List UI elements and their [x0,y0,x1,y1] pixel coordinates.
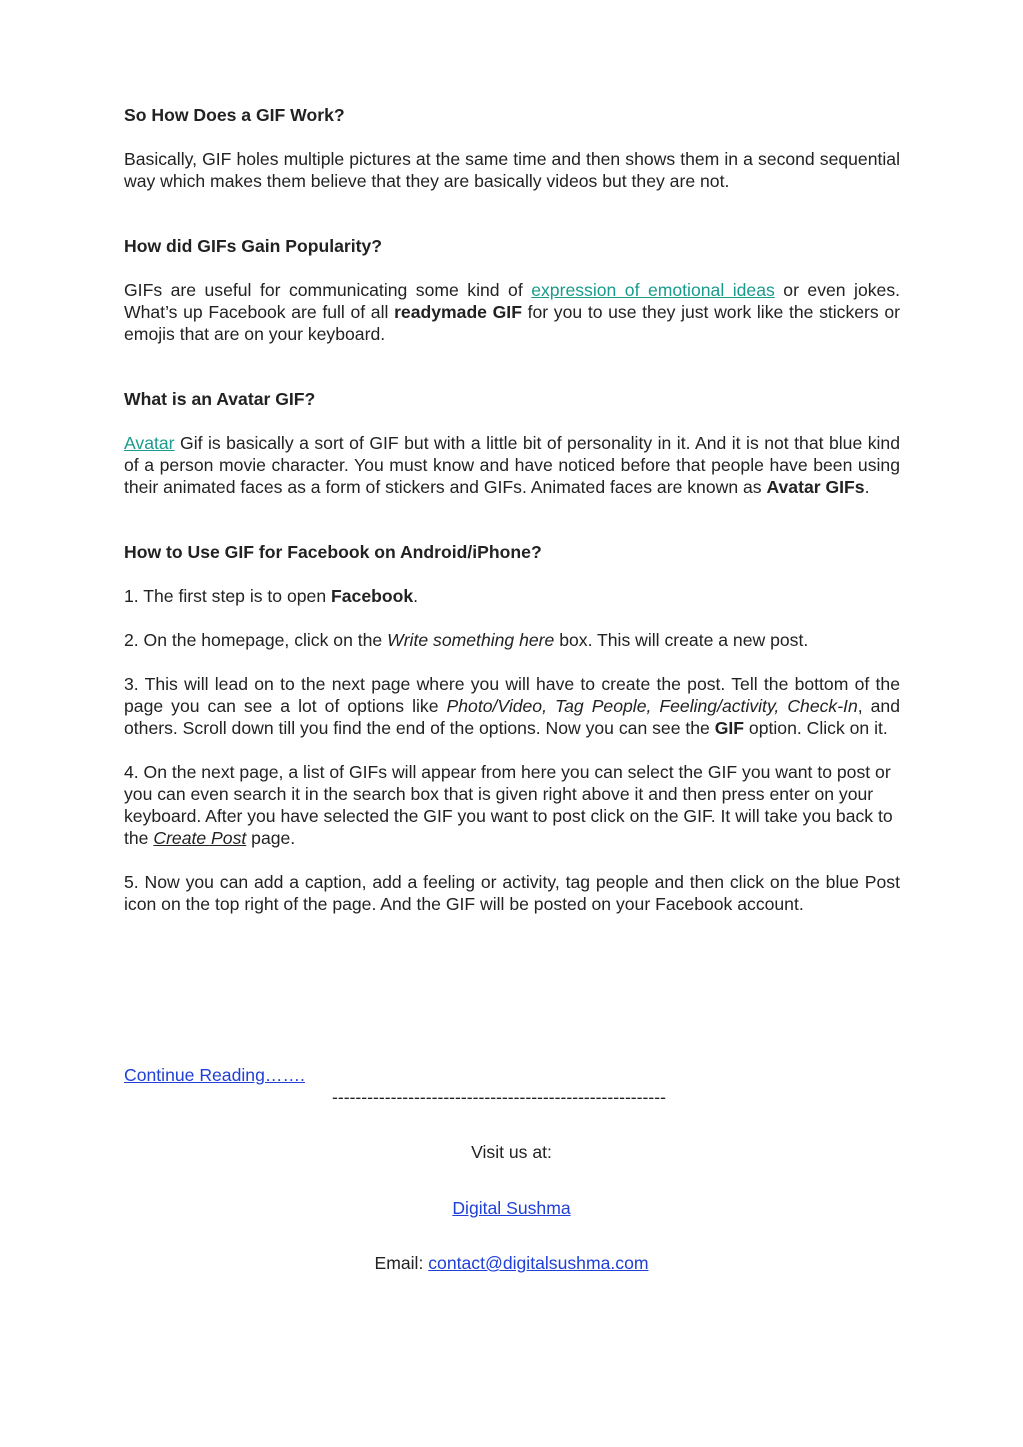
emotional-ideas-link[interactable]: expression of emotional ideas [531,280,775,300]
article-body [124,104,900,915]
step-2 [124,629,900,651]
step-4 [124,761,900,849]
text-run: , and others. Scroll down till you find the end of the options. Now you can see the [124,696,900,738]
visit-us-label: Visit us at: [471,1142,552,1162]
heading-avatar-gif: What is an Avatar GIF? [124,389,316,409]
text-run: 2. On the homepage, click on the [124,630,388,650]
heading-gif-popularity: How did GIFs Gain Popularity? [124,236,383,256]
bold-text: Avatar GIFs [766,477,865,497]
site-link-row [0,1197,1023,1219]
text-run: 1. The first step is to open [124,586,332,606]
email-row [0,1252,1023,1274]
avatar-link[interactable]: Avatar [124,433,175,453]
digital-sushma-link[interactable]: Digital Sushma [452,1198,571,1218]
paragraph-how-gif-works: Basically, GIF holes multiple pictures at the same time and then shows them in a second sequential way which makes them believe that they are basically videos but they are not. [124,149,900,191]
heading-use-gif-facebook: How to Use GIF for Facebook on Android/iPhone? [124,542,542,562]
text-run: box. This will create a new post. [554,630,809,650]
continue-reading-link[interactable]: Continue Reading……. [124,1065,305,1085]
bold-text: GIF [714,718,745,738]
text-run: page. [246,828,296,848]
step-1 [124,585,900,607]
bold-text: readymade GIF [394,302,522,322]
italic-text: Write something here [387,630,555,650]
email-label: Email: [374,1253,429,1273]
step-3 [124,673,900,739]
text-run: . [864,477,870,497]
heading-how-gif-works: So How Does a GIF Work? [124,105,345,125]
email-link[interactable]: contact@digitalsushma.com [428,1253,649,1273]
paragraph-avatar-gif [124,432,900,498]
text-run: 4. On the next page, a list of GIFs will appear from here you can select the GIF you want to post or you can even search it in the search box that is given right above it and then press enter on your keyboard. After you have selected the GIF you want to post click on the GIF. It will take you back to the [124,762,893,848]
paragraph-gif-popularity [124,279,900,345]
text-run: or even jokes. What’s up Facebook are full of all [124,280,901,322]
text-run: . [413,586,419,606]
text-run: for you to use they just work like the stickers or emojis that are on your keyboard. [124,302,900,344]
bold-text: Facebook [331,586,414,606]
text-run: option. Click on it. [744,718,888,738]
text-run: Gif is basically a sort of GIF but with a little bit of personality in it. And it is not that blue kind of a person movie character. You must know and have noticed before that people have been using their animated faces as a form of stickers and GIFs. Animated faces are known as [124,433,900,497]
text-run: 3. This will lead on to the next page where you will have to create the post. Tell the bottom of the page you can see a lot of options like [124,674,900,716]
italic-text: Photo/Video, Tag People, Feeling/activity, Check-In [446,696,858,716]
dashed-divider: --------------------------------------------------------- [332,1087,666,1107]
step-5: 5. Now you can add a caption, add a feeling or activity, tag people and then click on the blue Post icon on the top right of the page. And the GIF will be posted on your Facebook account. [124,872,900,914]
text-run: GIFs are useful for communicating some kind of [124,280,532,300]
italic-text: Create Post [153,828,247,848]
